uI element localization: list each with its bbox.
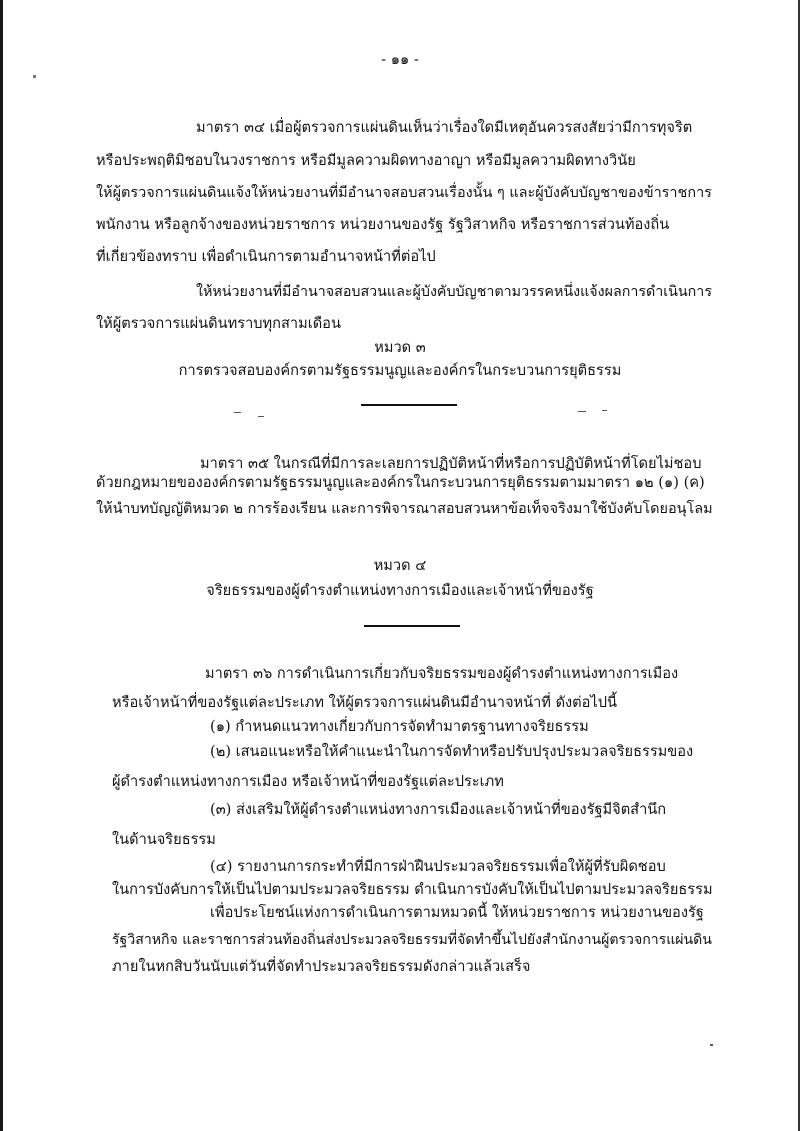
section-34-line-4: พนักงาน หรือลูกจ้างของหน่วยราชการ หน่วยงานของรัฐ รัฐวิสาหกิจ หรือราชการส่วนท้องถิ่น (96, 216, 670, 233)
section-35-line-1: มาตรา ๓๕ ในกรณีที่มีการละเลยการปฏิบัติหน้าที่หรือการปฏิบัติหน้าที่โดยไม่ชอบ (200, 455, 702, 472)
item-2-line-1: (๒) เสนอแนะหรือให้คำแนะนำในการจัดทำหรือปรับปรุงประมวลจริยธรรมของ (210, 743, 694, 760)
item-3-line-1: (๓) ส่งเสริมให้ผู้ดำรงตำแหน่งทางการเมืองและเจ้าหน้าที่ของรัฐมีจิตสำนึก (210, 801, 667, 818)
section-34-line-3: ให้ผู้ตรวจการแผ่นดินแจ้งให้หน่วยงานที่มีอำนาจสอบสวนเรื่องนั้น ๆ และผู้บังคับบัญชาของข้าราชการ (96, 185, 712, 201)
section-35-line-2: ด้วยกฎหมายขององค์กรตามรัฐธรรมนูญและองค์กรในกระบวนการยุติธรรมตามมาตรา ๑๒ (๑) (ค) (96, 474, 705, 491)
section-36-line-1: มาตรา ๓๖ การดำเนินการเกี่ยวกับจริยธรรมของผู้ดำรงตำแหน่งทางการเมือง (205, 665, 679, 682)
item-2-line-2: ผู้ดำรงตำแหน่งทางการเมือง หรือเจ้าหน้าที่ของรัฐแต่ละประเภท (112, 773, 504, 790)
paragraph-2-line-1: เพื่อประโยชน์แห่งการดำเนินการตามหมวดนี้ ให้หน่วยราชการ หน่วยงานของรัฐ (210, 904, 704, 921)
chapter-4-title: จริยธรรมของผู้ดำรงตำแหน่งทางการเมืองและเจ้าหน้าที่ของรัฐ (206, 582, 594, 599)
section-34-line-1: มาตรา ๓๔ เมื่อผู้ตรวจการแผ่นดินเห็นว่าเรื่องใดมีเหตุอันควรสงสัยว่ามีการทุจริต (196, 119, 693, 136)
scan-speck (33, 75, 36, 78)
section-35-line-3: ให้นำบทบัญญัติหมวด ๒ การร้องเรียน และการพิจารณาสอบสวนหาข้อเท็จจริงมาใช้บังคับโดยอนุโลม (96, 501, 713, 517)
item-4-line-2: ในการบังคับการให้เป็นไปตามประมวลจริยธรรม ดำเนินการบังคับให้เป็นไปตามประมวลจริยธรรม (112, 881, 713, 898)
paragraph-2-line-2: รัฐวิสาหกิจ และราชการส่วนท้องถิ่นส่งประมวลจริยธรรมที่จัดทำขึ้นไปยังสำนักงานผู้ตรวจการแผ่นดิน (112, 932, 712, 948)
item-3-line-2: ในด้านจริยธรรม (112, 831, 216, 848)
divider-rule (364, 625, 460, 627)
paragraph-2-line-3: ภายในหกสิบวันนับแต่วันที่จัดทำประมวลจริยธรรมดังกล่าวแล้วเสร็จ (112, 958, 531, 975)
section-34-line-7: ให้ผู้ตรวจการแผ่นดินทราบทุกสามเดือน (96, 315, 341, 332)
section-34-line-5: ที่เกี่ยวข้องทราบ เพื่อดำเนินการตามอำนาจหน้าที่ต่อไป (96, 248, 436, 265)
divider-rule (361, 404, 457, 406)
scan-speck (258, 416, 264, 417)
chapter-3-heading: หมวด ๓ (374, 339, 426, 356)
scan-speck (234, 412, 241, 413)
scan-speck (602, 410, 607, 411)
section-34-line-6: ให้หน่วยงานที่มีอำนาจสอบสวนและผู้บังคับบัญชาตามวรรคหนึ่งแจ้งผลการดำเนินการ (196, 284, 712, 300)
section-36-line-2: หรือเจ้าหน้าที่ของรัฐแต่ละประเภท ให้ผู้ตรวจการแผ่นดินมีอำนาจหน้าที่ ดังต่อไปนี้ (112, 694, 617, 711)
scan-speck (710, 1044, 713, 1046)
page-number: - ๑๑ - (381, 51, 419, 68)
chapter-3-title: การตรวจสอบองค์กรตามรัฐธรรมนูญและองค์กรในกระบวนการยุติธรรม (178, 362, 622, 379)
scan-speck (578, 411, 586, 412)
chapter-4-heading: หมวด ๔ (373, 557, 427, 574)
item-1: (๑) กำหนดแนวทางเกี่ยวกับการจัดทำมาตรฐานทางจริยธรรม (210, 718, 589, 735)
section-34-line-2: หรือประพฤติมิชอบในวงราชการ หรือมีมูลความผิดทางอาญา หรือมีมูลความผิดทางวินัย (96, 152, 636, 169)
item-4-line-1: (๔) รายงานการกระทำที่มีการฝ่าฝืนประมวลจริยธรรมเพื่อให้ผู้ที่รับผิดชอบ (210, 858, 666, 875)
